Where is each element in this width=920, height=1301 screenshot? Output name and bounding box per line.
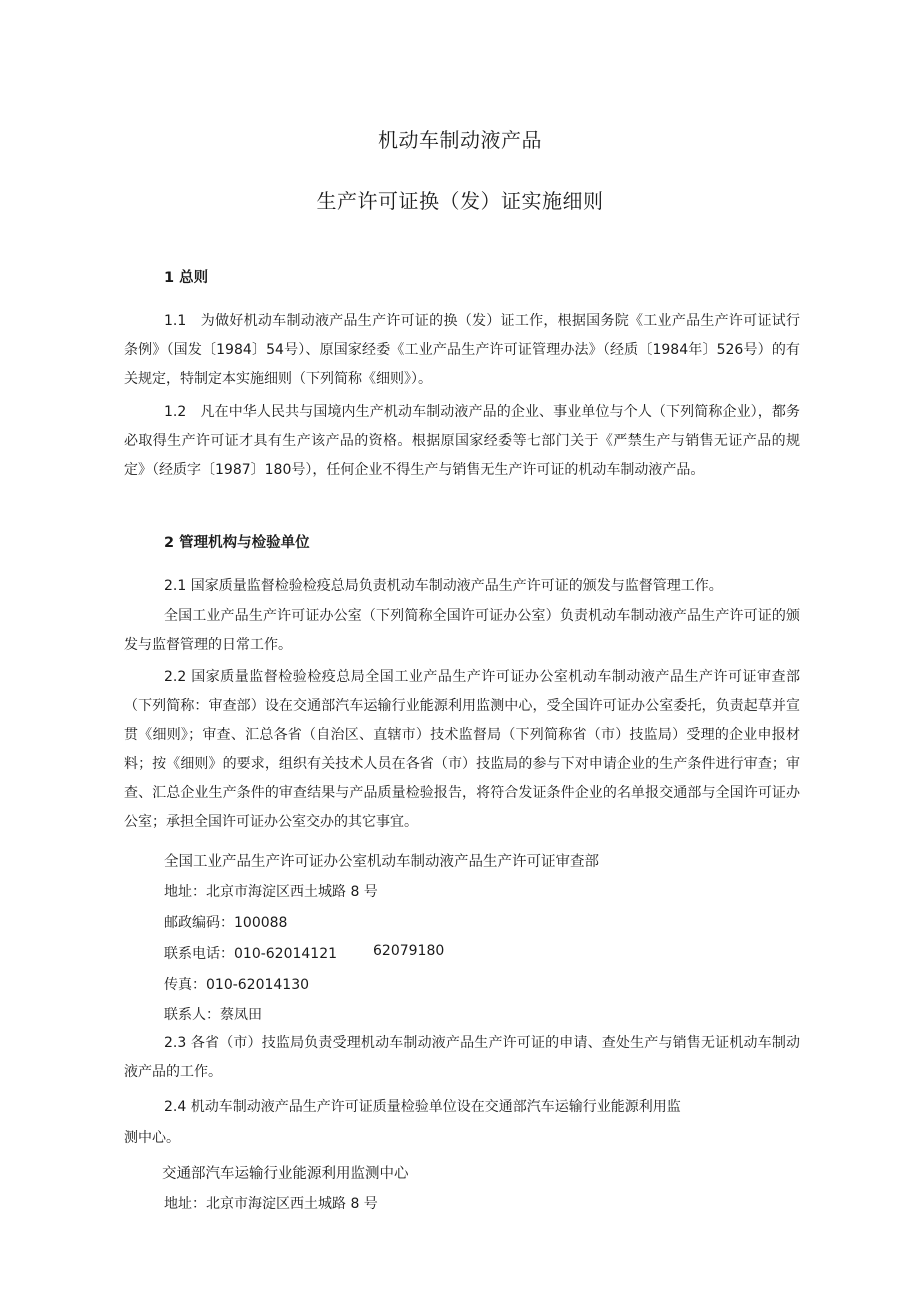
- dept-name: 全国工业产品生产许可证办公室机动车制动液产品生产许可证审查部: [164, 854, 599, 870]
- dept-address: 地址：北京市海淀区西土城路 8 号: [164, 884, 378, 900]
- document-title-line1: 机动车制动液产品: [378, 128, 542, 152]
- dept-phone-2: 62079180: [373, 943, 445, 959]
- dept-postcode: 邮政编码：100088: [164, 915, 288, 931]
- paragraph-2-2: 2.2 国家质量监督检验检疫总局全国工业产品生产许可证办公室机动车制动液产品生产许可证审查部（下列简称：审查部）设在交通部汽车运输行业能源利用监测中心，受全国许可证办公室委托，负责起草并宣贯《细则》；审查、汇总各省（自治区、直辖市）技术监督局（下列简称省（市）技监局）受理的企业申报材料；按《细则》的要求，组织有关技术人员在各省（市）技监局的参与下对申请企业的生产条件进行审查；审查、汇总企业生产条件的审查结果与产品质量检验报告，将符合发证条件企业的名单报交通部与全国许可证办公室；承担全国许可证办公室交办的其它事宜。: [124, 669, 800, 830]
- section-heading-1: 1 总则: [164, 270, 209, 286]
- paragraph-2-1b: 全国工业产品生产许可证办公室（下列简称全国许可证办公室）负责机动车制动液产品生产许可证的颁发与监督管理的日常工作。: [124, 608, 800, 653]
- paragraph-2-1: 2.1 国家质量监督检验检疫总局负责机动车制动液产品生产许可证的颁发与监督管理工作。: [164, 578, 723, 594]
- center-name: 交通部汽车运输行业能源利用监测中心: [162, 1166, 409, 1182]
- paragraph-1-1: 1.1 为做好机动车制动液产品生产许可证的换（发）证工作，根据国务院《工业产品生产许可证试行条例》（国发〔1984〕54号）、原国家经委《工业产品生产许可证管理办法》（经质〔1984年〕526号）的有关规定，特制定本实施细则（下列简称《细则》）。: [124, 313, 800, 387]
- dept-phone: 联系电话：010-62014121: [164, 946, 338, 962]
- paragraph-2-3: 2.3 各省（市）技监局负责受理机动车制动液产品生产许可证的申请、查处生产与销售无证机动车制动液产品的工作。: [124, 1035, 800, 1080]
- paragraph-2-4b: 测中心。: [124, 1130, 180, 1146]
- document-title-line2: 生产许可证换（发）证实施细则: [316, 189, 604, 213]
- paragraph-1-2: 1.2 凡在中华人民共与国境内生产机动车制动液产品的企业、事业单位与个人（下列简称企业），都务必取得生产许可证才具有生产该产品的资格。根据原国家经委等七部门关于《严禁生产与销售无证产品的规定》（经质字〔1987〕180号），任何企业不得生产与销售无生产许可证的机动车制动液产品。: [124, 404, 800, 478]
- dept-fax: 传真：010-62014130: [164, 977, 310, 993]
- section-heading-2: 2 管理机构与检验单位: [164, 535, 310, 551]
- paragraph-2-4: 2.4 机动车制动液产品生产许可证质量检验单位设在交通部汽车运输行业能源利用监: [164, 1099, 681, 1115]
- center-address: 地址：北京市海淀区西土城路 8 号: [164, 1196, 378, 1212]
- dept-contact: 联系人：蔡凤田: [164, 1007, 262, 1023]
